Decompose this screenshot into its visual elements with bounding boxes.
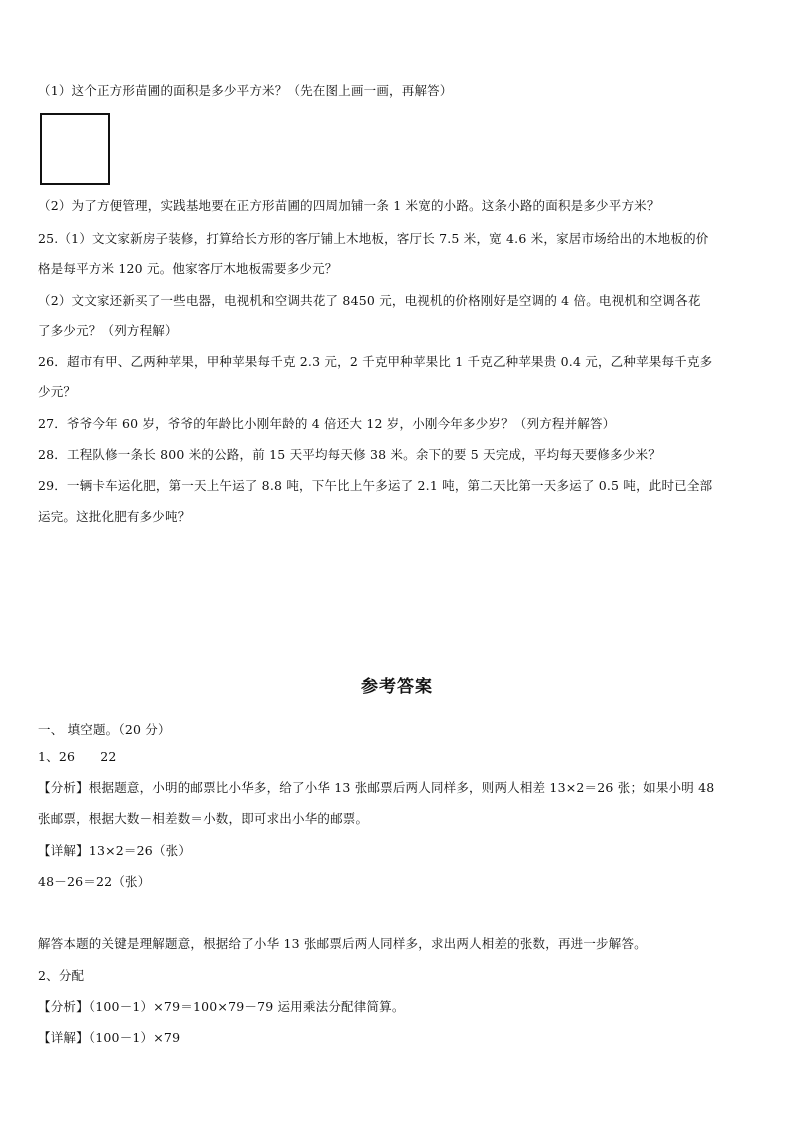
question-29-line-1: 29．一辆卡车运化肥，第一天上午运了 8.8 吨，下午比上午多运了 2.1 吨，第二天比第一天多运了 0.5 吨，此时已全部 — [38, 478, 713, 493]
answer-1-detail-line-1: 【详解】13×2＝26（张） — [38, 843, 192, 858]
question-26-line-1: 26．超市有甲、乙两种苹果，甲种苹果每千克 2.3 元，2 千克甲种苹果比 1 千克乙种苹果贵 0.4 元，乙种苹果每千克多 — [38, 354, 713, 369]
question-28: 28．工程队修一条长 800 米的公路，前 15 天平均每天修 38 米。余下的要 5 天完成，平均每天要修多少米？ — [38, 447, 661, 462]
question-24-part-2: （2）为了方便管理，实践基地要在正方形苗圃的四周加铺一条 1 米宽的小路。这条小路的面积是多少平方米？ — [38, 198, 660, 213]
answer-1-analysis-line-1: 【分析】根据题意，小明的邮票比小华多，给了小华 13 张邮票后两人同样多，则两人相差 13×2＝26 张；如果小明 48 — [38, 780, 715, 795]
question-25-part-2-line-1: （2）文文家还新买了一些电器，电视机和空调共花了 8450 元，电视机的价格刚好是空调的 4 倍。电视机和空调各花 — [38, 293, 701, 308]
answer-2: 2、分配 — [38, 968, 85, 983]
answer-2-detail: 【详解】（100－1）×79 — [38, 1030, 181, 1045]
question-26-line-2: 少元？ — [38, 384, 77, 399]
answer-1-detail-line-2: 48－26＝22（张） — [38, 874, 151, 889]
question-25-part-1-line-1: 25.（1）文文家新房子装修，打算给长方形的客厅铺上木地板，客厅长 7.5 米，宽 4.6 米，家居市场给出的木地板的价 — [38, 231, 709, 246]
answer-key-title: 参考答案 — [361, 677, 433, 697]
question-29-line-2: 运完。这批化肥有多少吨？ — [38, 509, 191, 524]
square-nursery-figure — [40, 113, 110, 185]
answer-1-analysis-line-2: 张邮票，根据大数－相差数＝小数，即可求出小华的邮票。 — [38, 811, 369, 826]
question-25-part-1-line-2: 格是每平方米 120 元。他家客厅木地板需要多少元？ — [38, 261, 338, 276]
question-25-part-2-line-2: 了多少元？（列方程解） — [38, 323, 178, 338]
question-24-part-1: （1）这个正方形苗圃的面积是多少平方米？（先在图上画一画，再解答） — [38, 83, 453, 98]
section-1-heading: 一、 填空题。（20 分） — [38, 722, 171, 737]
answer-1-summary: 解答本题的关键是理解题意，根据给了小华 13 张邮票后两人同样多，求出两人相差的张数，再进一步解答。 — [38, 936, 647, 951]
answer-2-analysis: 【分析】（100－1）×79＝100×79－79 运用乘法分配律简算。 — [38, 999, 405, 1014]
question-27: 27．爷爷今年 60 岁，爷爷的年龄比小刚年龄的 4 倍还大 12 岁，小刚今年多少岁？（列方程并解答） — [38, 416, 616, 431]
answer-1: 1、26 22 — [38, 749, 117, 764]
